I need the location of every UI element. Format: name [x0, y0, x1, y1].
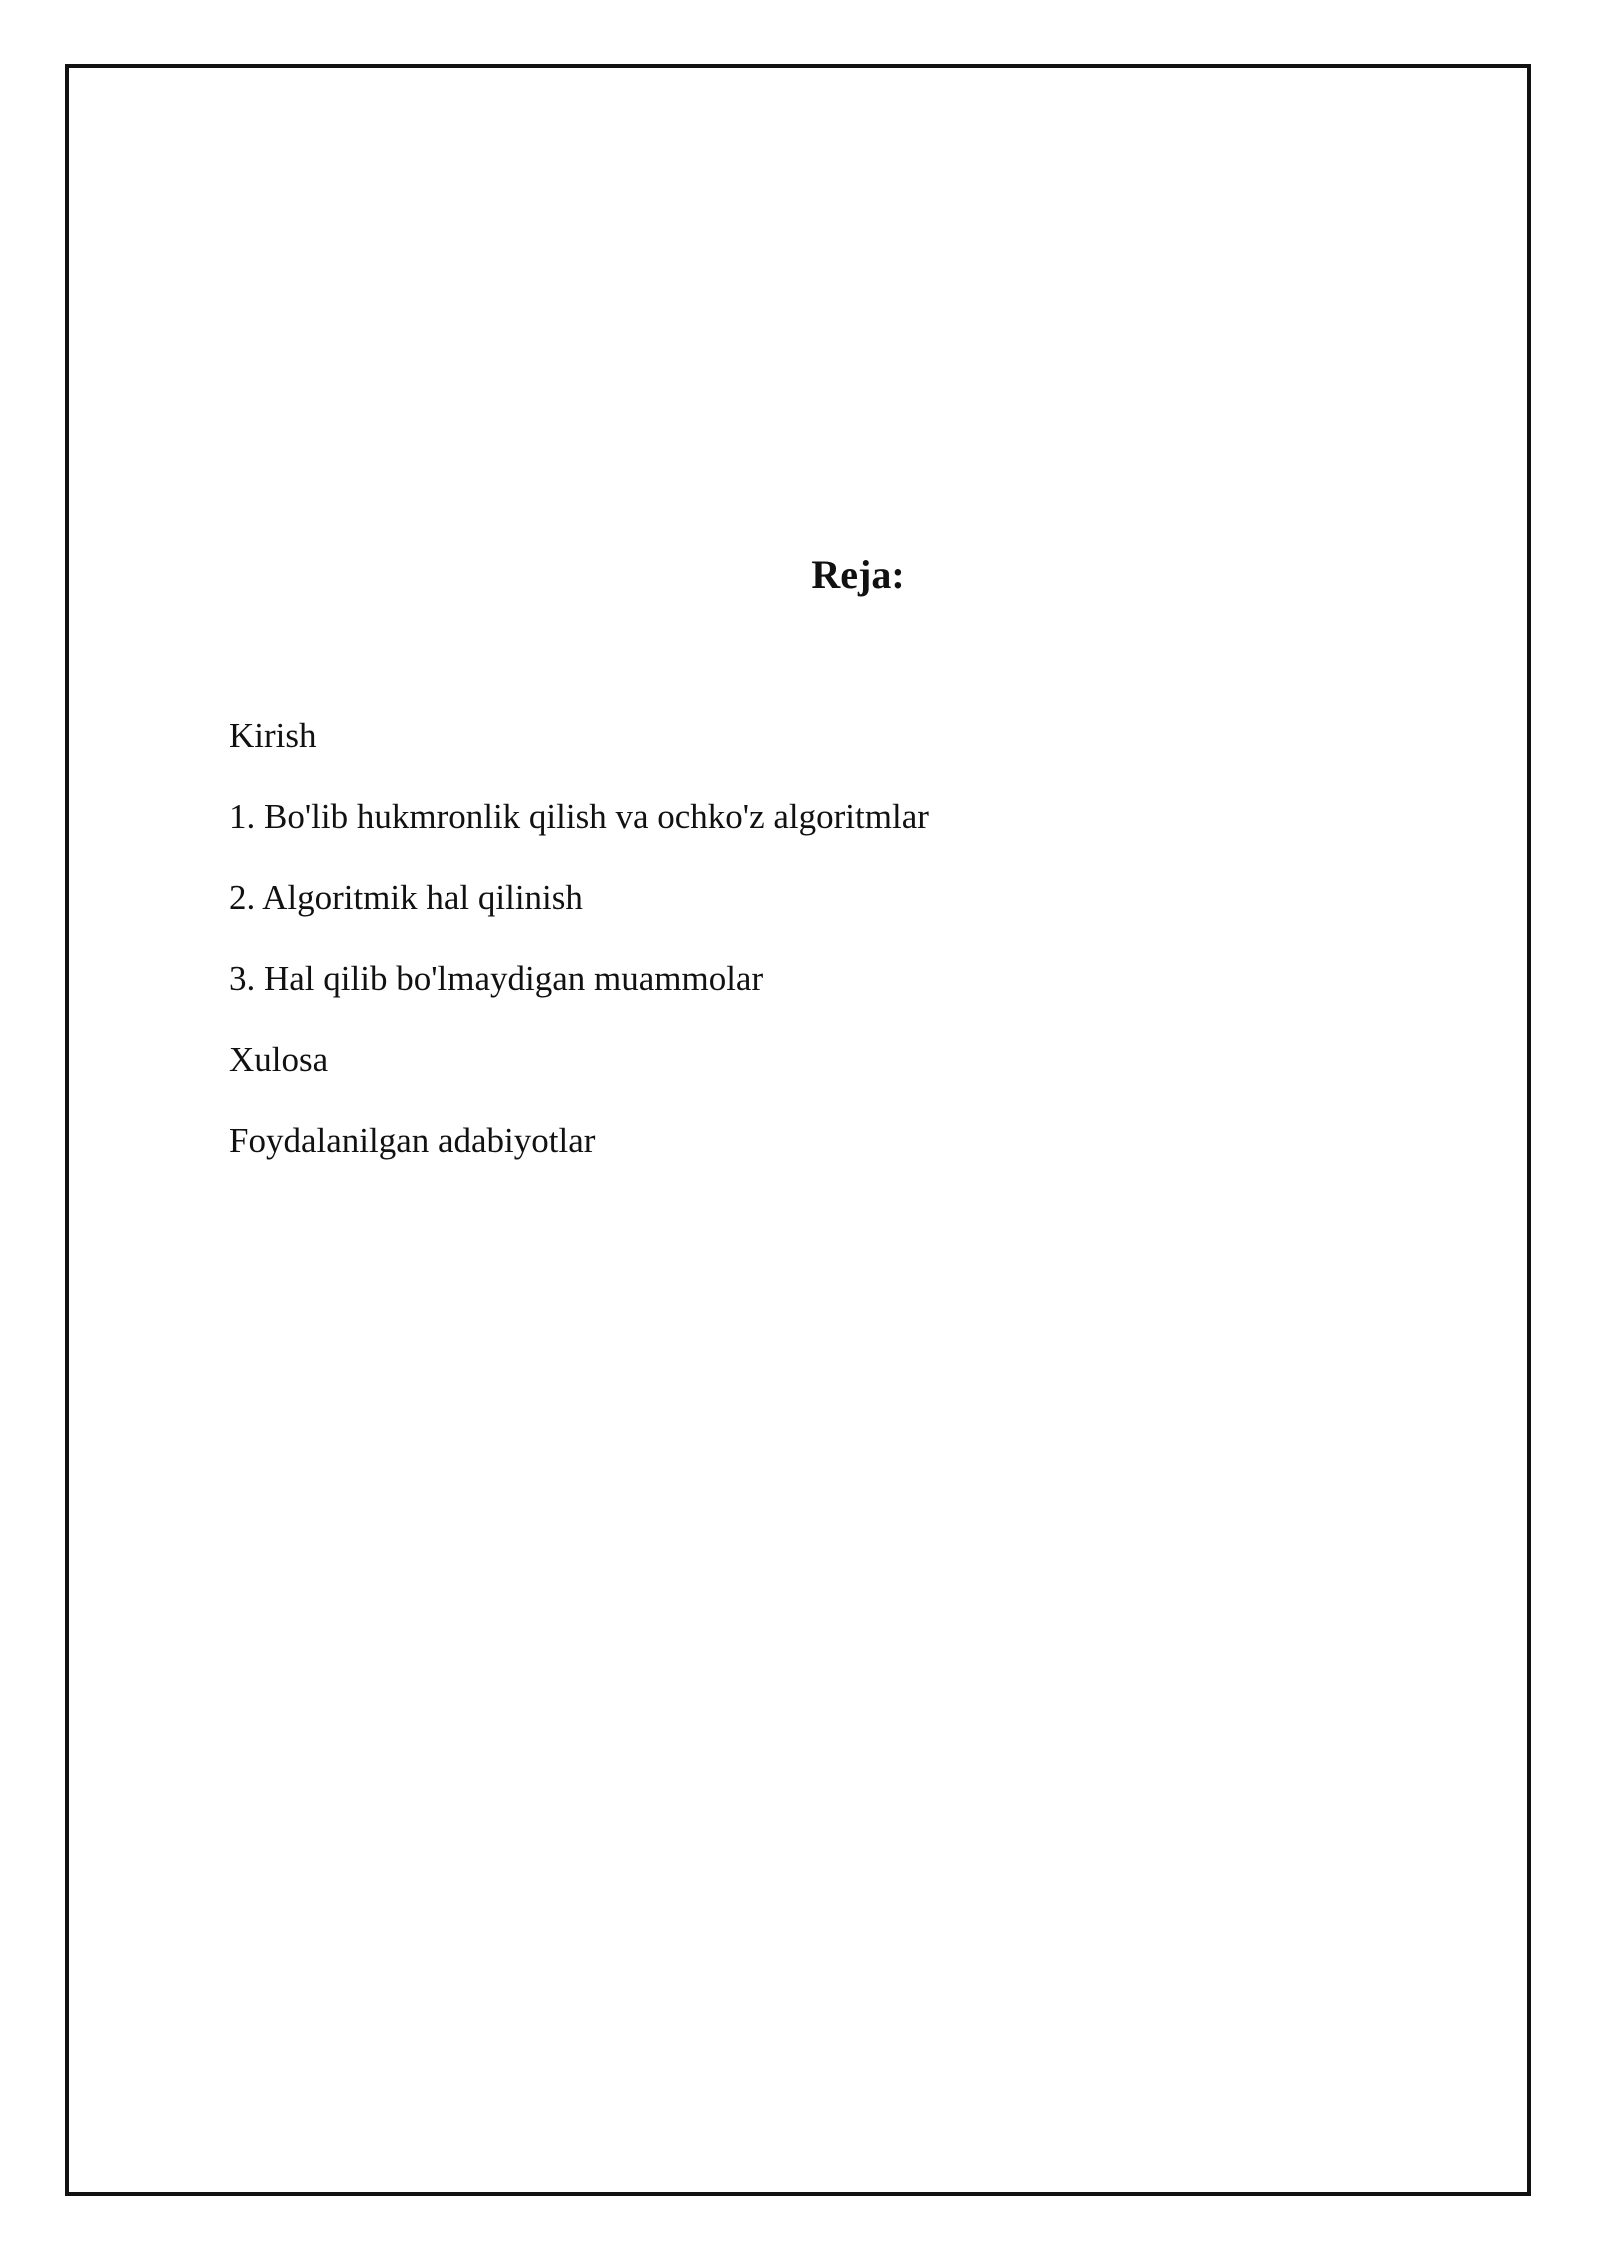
toc-item-section-2: 2. Algoritmik hal qilinish [229, 878, 583, 917]
toc-item-section-3: 3. Hal qilib bo'lmaydigan muammolar [229, 959, 764, 998]
table-of-contents [229, 695, 929, 1181]
page-title: Reja: [811, 552, 905, 597]
toc-item-kirish: Kirish [229, 716, 317, 755]
toc-item-xulosa: Xulosa [229, 1040, 329, 1079]
toc-item-references: Foydalanilgan adabiyotlar [229, 1121, 596, 1160]
toc-item-section-1: 1. Bo'lib hukmronlik qilish va ochko'z algoritmlar [229, 797, 929, 836]
